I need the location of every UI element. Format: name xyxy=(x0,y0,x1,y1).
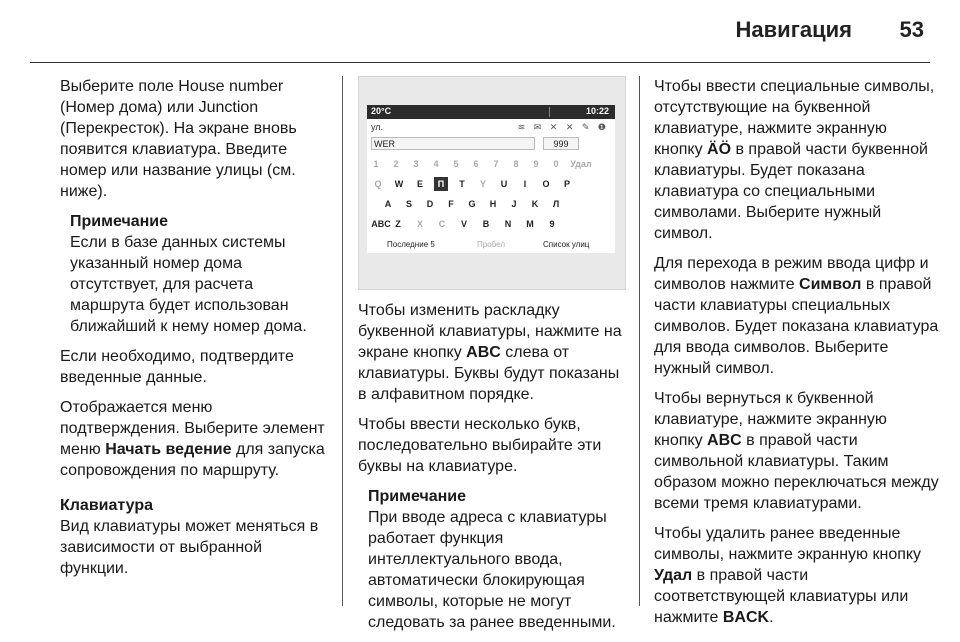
keyboard-key[interactable]: 9 xyxy=(549,219,555,229)
page-number: 53 xyxy=(899,17,924,42)
keyboard-key[interactable]: 6 xyxy=(473,159,479,169)
paragraph: Чтобы ввести несколько букв, последовательно выбирайте эти буквы на клавиатуре. xyxy=(358,416,602,475)
paragraph xyxy=(654,388,939,514)
key-row-3 xyxy=(367,217,615,233)
keyboard-key[interactable]: K xyxy=(531,199,539,209)
keyboard-key[interactable]: ABC xyxy=(371,219,391,229)
text-run: в правой части буквенной клавиатуры. Будет показана клавиатура со специальными символами. Выберите нужный символ. xyxy=(654,141,928,242)
keyboard-key[interactable]: N xyxy=(504,219,512,229)
column-left xyxy=(60,76,328,588)
keyboard-key[interactable]: I xyxy=(523,179,527,189)
menu-item-start-guidance: Начать ведение xyxy=(105,441,232,458)
column-divider xyxy=(342,76,343,606)
keyboard-key[interactable]: 3 xyxy=(413,159,419,169)
note-box xyxy=(60,211,328,337)
keyboard-key[interactable]: S xyxy=(405,199,412,209)
input-row xyxy=(367,137,615,151)
column-right xyxy=(654,76,939,637)
keyboard-key[interactable]: 1 xyxy=(373,159,379,169)
abc-button-ref: ABC xyxy=(466,344,501,361)
address-input[interactable]: WER xyxy=(371,137,535,150)
keyboard-key[interactable]: E xyxy=(416,179,423,189)
page-title: Навигация xyxy=(735,17,852,42)
key-row-2 xyxy=(367,197,615,213)
keyboard-key[interactable]: M xyxy=(526,219,534,229)
keyboard-key[interactable]: 7 xyxy=(493,159,499,169)
text-run: Для перехода в режим ввода цифр и символов нажмите xyxy=(654,255,929,293)
street-label: ул. xyxy=(371,122,384,132)
keyboard-key[interactable]: F xyxy=(448,199,454,209)
note-box xyxy=(358,486,630,633)
keyboard-key[interactable]: X xyxy=(416,219,423,229)
text-run: в правой части соответствующей клавиатуры или нажмите xyxy=(654,567,909,626)
text-run: для запуска сопровождения по маршруту. xyxy=(60,441,325,479)
text-run: Отображается меню подтверждения. Выберите элемент меню xyxy=(60,399,325,458)
paragraph: Если необходимо, подтвердите введенные данные. xyxy=(60,348,294,386)
paragraph: Вид клавиатуры может меняться в зависимости от выбранной функции. xyxy=(60,518,319,577)
keyboard-key[interactable]: A xyxy=(384,199,392,209)
keyboard-key[interactable]: 9 xyxy=(533,159,539,169)
text-run: в правой части символьной клавиатуры. Таким образом можно переключаться между всеми тремя клавиатурами. xyxy=(654,432,939,512)
street-list-button[interactable]: Список улиц xyxy=(543,240,590,249)
keyboard-key[interactable]: U xyxy=(500,179,508,189)
digit-row xyxy=(367,157,615,173)
text-run: . xyxy=(769,609,774,626)
status-bar xyxy=(367,105,615,119)
keyboard-key[interactable]: 2 xyxy=(393,159,399,169)
keyboard-key[interactable]: H xyxy=(489,199,497,209)
keyboard-key[interactable]: V xyxy=(460,219,467,229)
keyboard-key[interactable]: T xyxy=(459,179,465,189)
keyboard-key[interactable]: Y xyxy=(479,179,486,189)
page-header xyxy=(30,0,930,63)
clock: 10:22 xyxy=(585,106,609,116)
paragraph xyxy=(358,300,630,405)
keyboard-key[interactable]: W xyxy=(394,179,404,189)
paragraph xyxy=(654,76,939,244)
street-row xyxy=(367,121,615,135)
keyboard-key[interactable]: Удал xyxy=(570,159,592,169)
note-title: Примечание xyxy=(70,213,169,230)
column-divider xyxy=(639,76,640,606)
space-button[interactable]: Пробел xyxy=(477,240,505,249)
section-title: Клавиатура xyxy=(60,497,153,514)
keyboard-key[interactable]: B xyxy=(482,219,490,229)
keyboard-key[interactable]: 8 xyxy=(513,159,519,169)
keyboard-key[interactable]: Z xyxy=(395,219,401,229)
back-button-ref: BACK xyxy=(722,609,770,626)
keyboard-key[interactable]: Л xyxy=(552,199,560,209)
note-text: Если в базе данных системы указанный номер дома отсутствует, для расчета маршрута будет использован ближайший к нему номер дома. xyxy=(70,234,307,335)
paragraph xyxy=(60,397,328,481)
text-run: Чтобы вернуться к буквенной клавиатуре, нажмите экранную кнопку xyxy=(654,390,887,449)
text-run: Чтобы изменить раскладку буквенной клавиатуры, нажмите на экране кнопку xyxy=(358,302,622,361)
keyboard-key[interactable]: 4 xyxy=(433,159,439,169)
temperature: 20°C xyxy=(371,106,392,116)
text-run: слева от клавиатуры. Буквы будут показаны в алфавитном порядке. xyxy=(358,344,620,403)
paragraph xyxy=(654,253,939,379)
keyboard-key[interactable]: P xyxy=(563,179,570,189)
keyboard-key[interactable]: 0 xyxy=(553,159,559,169)
note-title: Примечание xyxy=(368,488,467,505)
keyboard-key[interactable]: D xyxy=(426,199,434,209)
infotainment-screen-image xyxy=(358,76,626,290)
house-number-input[interactable]: 999 xyxy=(543,137,579,150)
column-middle xyxy=(358,300,630,642)
symbol-button-ref: Символ xyxy=(799,276,862,293)
delete-button-ref: Удал xyxy=(654,567,693,584)
keyboard-key[interactable]: Q xyxy=(374,179,382,189)
text-run: Чтобы ввести специальные символы, отсутствующие на буквенной клавиатуре, нажмите экранную кнопку xyxy=(654,78,935,158)
status-icons: ≋ ✉ ✕ ✕ ✎ ❶ xyxy=(517,122,609,132)
note-text: При вводе адреса с клавиатуры работает функция интеллектуального ввода, автоматически блокирующая символы, которые не могут следовать за ранее введенными. xyxy=(368,509,616,631)
keyboard-key[interactable]: П xyxy=(434,177,448,191)
text-run: Чтобы удалить ранее введенные символы, нажмите экранную кнопку xyxy=(654,525,922,563)
keyboard-key[interactable]: G xyxy=(468,199,476,209)
abc-button-ref: ABC xyxy=(707,432,742,449)
paragraph xyxy=(654,523,939,628)
keyboard-bottom-bar xyxy=(367,237,615,253)
keyboard-key[interactable]: 5 xyxy=(453,159,459,169)
keyboard-key[interactable]: O xyxy=(542,179,550,189)
key-row-1 xyxy=(367,177,615,193)
special-chars-button-ref: ÄÖ xyxy=(707,141,732,158)
paragraph: Выберите поле House number (Номер дома) или Junction (Перекресток). На экране вновь появится клавиатура. Введите номер или название улицы (см. ниже). xyxy=(60,78,297,200)
divider xyxy=(549,107,550,117)
recent-5-button[interactable]: Последние 5 xyxy=(387,240,435,249)
text-run: в правой части клавиатуры специальных символов. Будет показана клавиатура для ввода символов. Выберите нужный символ. xyxy=(654,276,939,377)
keyboard-key[interactable]: C xyxy=(438,219,446,229)
keyboard-key[interactable]: J xyxy=(511,199,517,209)
